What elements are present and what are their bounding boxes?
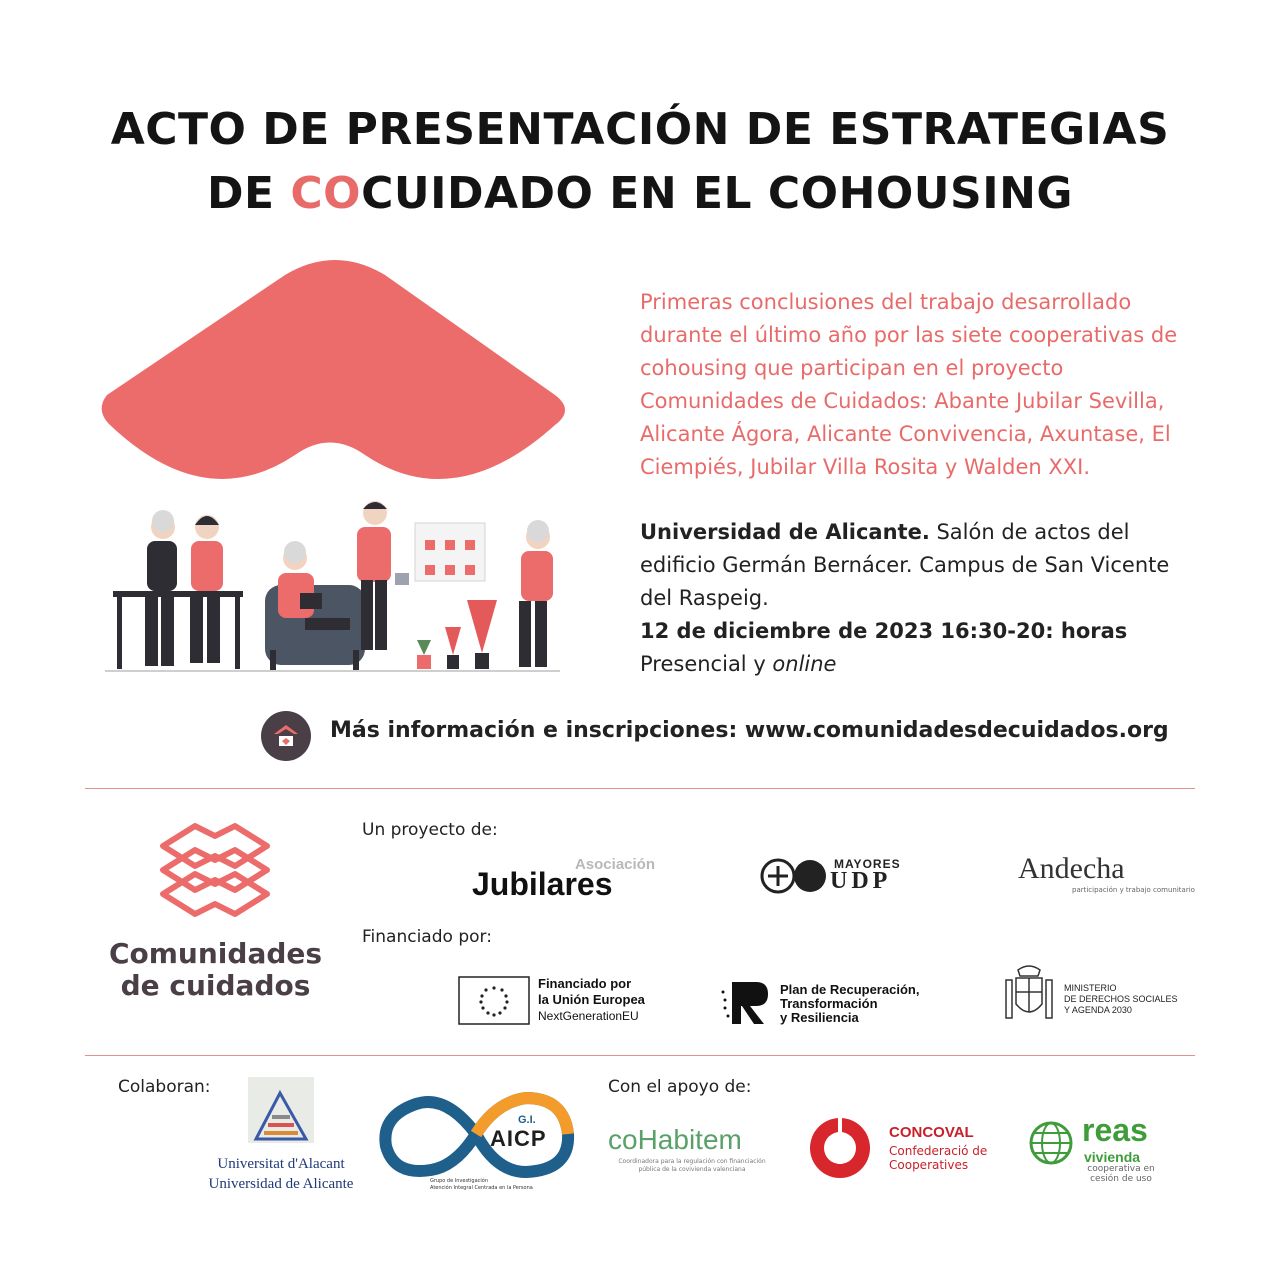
roof-shape — [102, 260, 565, 479]
concoval-logo-icon — [808, 1116, 872, 1180]
reas-sub3: cesión de uso — [1090, 1174, 1152, 1184]
eu-line1: Financiado por — [538, 976, 632, 991]
divider-top — [85, 788, 1195, 789]
title-line-2-pre: DE — [206, 168, 291, 219]
andecha-sub: participación y trabajo comunitario — [1072, 886, 1195, 894]
aicp-logo: AICP — [490, 1126, 547, 1151]
title-accent: CO — [290, 168, 362, 219]
andecha-logo: Andecha — [1018, 852, 1125, 885]
reas-logo: reas — [1082, 1112, 1148, 1148]
reas-sub2: cooperativa en — [1087, 1164, 1155, 1174]
plan-line1: Plan de Recuperación, — [780, 982, 920, 997]
cohabitem-logo: coHabitem — [608, 1124, 742, 1155]
reas-globe-icon — [1027, 1120, 1079, 1166]
ministerio-text — [1064, 983, 1178, 1016]
collab-label: Colaboran: — [118, 1077, 211, 1097]
comunidades-logo-text — [103, 938, 328, 1002]
ua-line1: Universitat d'Alacant — [217, 1156, 345, 1172]
eu-line3: NextGenerationEU — [538, 1009, 639, 1023]
event-date: 12 de diciembre de 2023 16:30-20: horas — [640, 619, 1128, 643]
udp-logo-icon — [760, 856, 830, 896]
plan-line2: Transformación — [780, 996, 878, 1011]
support-label: Con el apoyo de: — [608, 1077, 752, 1097]
jubilares-small: Asociación — [574, 856, 655, 873]
udp-logo: UDP — [830, 868, 892, 894]
aicp-sub2: Atención Integral Centrada en la Persona — [430, 1185, 533, 1191]
concoval-logo: CONCOVAL — [889, 1124, 974, 1141]
event-description: Primeras conclusiones del trabajo desarrollado durante el último año por las siete cooperativas de cohousing que participan en el proyecto Comunidades de Cuidados: Abante Jubilar Sevilla, Alicante Ágora, Alicante Convivencia, Axuntase, El Ciempiés, Jubilar Villa Rosita y Walden XXI. — [640, 290, 1178, 479]
title-line-2-post: CUIDADO EN EL COHOUSING — [361, 168, 1074, 219]
eu-text — [538, 976, 645, 1024]
event-mode: Presencial y — [640, 652, 773, 676]
reas-sub: vivienda — [1084, 1149, 1141, 1165]
reas-sub-text — [1084, 1164, 1158, 1184]
divider-bottom — [85, 1055, 1195, 1056]
spain-coat-of-arms-icon — [1000, 964, 1058, 1024]
eu-line2: la Unión Europea — [538, 992, 645, 1007]
min-line3: Y AGENDA 2030 — [1064, 1005, 1132, 1015]
title-line-2 — [0, 168, 1280, 219]
cohabitem-sub — [612, 1158, 772, 1174]
concoval-sub1: Confederació de — [889, 1144, 988, 1158]
concoval-sub2: Cooperatives — [889, 1158, 969, 1172]
funded-label: Financiado por: — [362, 927, 492, 947]
plan-text — [780, 983, 919, 1025]
concoval-sub — [889, 1144, 987, 1172]
aicp-sub — [430, 1178, 533, 1192]
eu-flag-icon — [458, 976, 530, 1026]
ua-line2: Universidad de Alicante — [208, 1176, 354, 1192]
plan-recuperacion-icon — [720, 980, 776, 1026]
jubilares-logo: Jubilares — [472, 866, 613, 902]
cohousing-illustration — [95, 255, 585, 680]
min-line2: DE DERECHOS SOCIALES — [1064, 994, 1178, 1004]
more-info-link[interactable]: Más información e inscripciones: www.comunidadesdecuidados.org — [330, 718, 1169, 743]
venue-name: Universidad de Alicante. — [640, 520, 930, 544]
min-line1: MINISTERIO — [1064, 983, 1117, 993]
comunidades-line1: Comunidades — [108, 937, 323, 970]
title-line-1: ACTO DE PRESENTACIÓN DE ESTRATEGIAS — [110, 104, 1170, 155]
cohabitem-sub1: Coordinadora para la regulación con financiación — [618, 1158, 766, 1165]
project-label: Un proyecto de: — [362, 820, 498, 840]
venue-block — [640, 516, 1200, 681]
comunidades-logo-icon — [155, 818, 275, 918]
aicp-sub1: Grupo de Investigación — [430, 1178, 488, 1184]
plan-line3: y Resiliencia — [780, 1010, 859, 1025]
ua-text — [198, 1154, 364, 1194]
comunidades-line2: de cuidados — [120, 969, 311, 1002]
cohabitem-sub2: pública de la covivienda valenciana — [638, 1166, 746, 1173]
udp-small: MAYORES — [834, 857, 901, 871]
home-icon — [260, 710, 312, 762]
ua-logo-icon — [248, 1077, 314, 1143]
event-mode-online: online — [772, 652, 837, 676]
venue-place: Salón de actos del edificio Germán Bernácer. Campus de San Vicente del Raspeig. — [640, 520, 1170, 610]
aicp-small: G.I. — [518, 1114, 536, 1126]
